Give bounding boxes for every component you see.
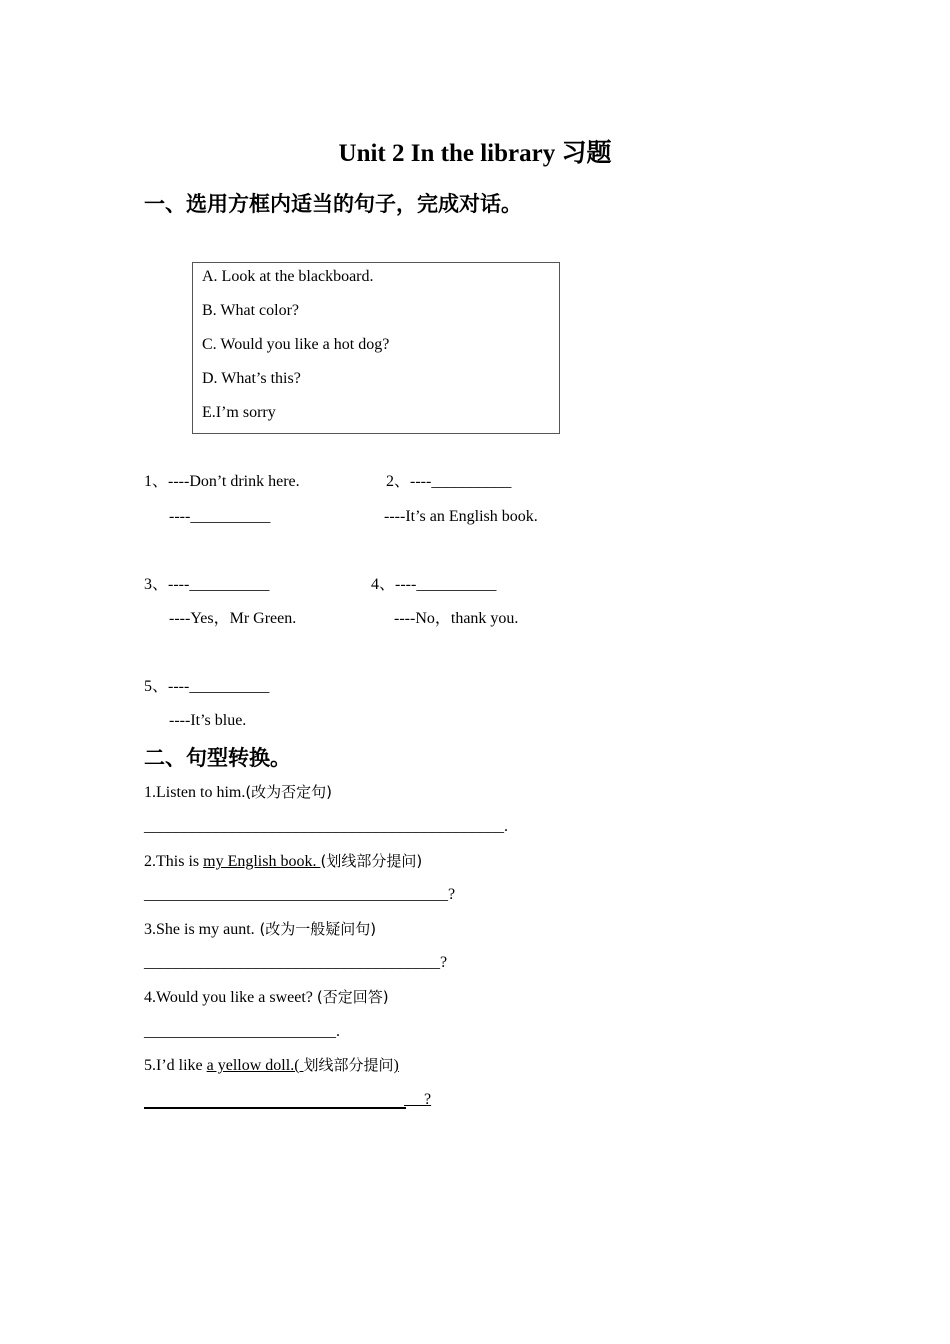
page-title: Unit 2 In the library 习题 [338,140,612,167]
answer-1-line: _____________________________________________. [144,818,508,835]
dialogue-5-question: 5、----__________ [144,678,270,695]
section2-heading: 二、句型转换。 [144,746,291,770]
dialogue-5-answer: ----It’s blue. [169,712,247,729]
question-2-hint: (划线部分提问) [320,852,423,870]
question-3-hint: (改为一般疑问句) [254,920,377,938]
answer-5-mark [404,1090,431,1110]
question-4-text: 4.Would you like a sweet? [144,989,317,1006]
option-a: A. Look at the blackboard. [202,268,374,285]
dialogue-1-question: 1、----Don’t drink here. [144,473,300,490]
question-2-underlined: my English book. [203,853,321,870]
answer-5-question-mark: ? [424,1091,432,1108]
question-4-hint: (否定回答) [316,988,389,1006]
question-5-hint: 划线部分提问 [303,1056,394,1074]
dialogue-3-answer: ----Yes，Mr Green. [169,610,297,627]
answer-2-line: ______________________________________? [144,886,456,903]
question-4 [144,987,389,1008]
option-e: E.I’m sorry [202,404,276,421]
answer-5-line [144,1107,406,1109]
dialogue-2-answer: ----It’s an English book. [384,508,538,525]
answer-3-line: _____________________________________? [144,954,448,971]
question-5-close: ) [393,1057,399,1074]
dialogue-4-answer: ----No，thank you. [394,610,519,627]
options-box [192,262,560,434]
dialogue-3-question: 3、----__________ [144,576,270,593]
question-5 [144,1055,399,1076]
question-2 [144,851,422,872]
question-1-hint: (改为否定句) [245,783,333,801]
dialogue-1-answer: ----__________ [169,508,271,525]
option-b: B. What color? [202,302,300,319]
dialogue-4-question: 4、----__________ [371,576,497,593]
question-1 [144,782,332,803]
dialogue-2-question: 2、----__________ [386,473,512,490]
question-5-prefix: 5.I’d like [144,1057,207,1074]
section1-heading: 一、选用方框内适当的句子，完成对话。 [144,192,522,216]
answer-4-line: ________________________. [144,1023,340,1040]
option-d: D. What’s this? [202,370,301,387]
option-c: C. Would you like a hot dog? [202,336,390,353]
question-5-underlined: a yellow doll.( [206,1057,304,1074]
question-2-prefix: 2.This is [144,853,204,870]
question-3-text: 3.She is my aunt. [144,921,255,938]
question-3 [144,919,376,940]
question-1-text: 1.Listen to him. [144,784,246,801]
